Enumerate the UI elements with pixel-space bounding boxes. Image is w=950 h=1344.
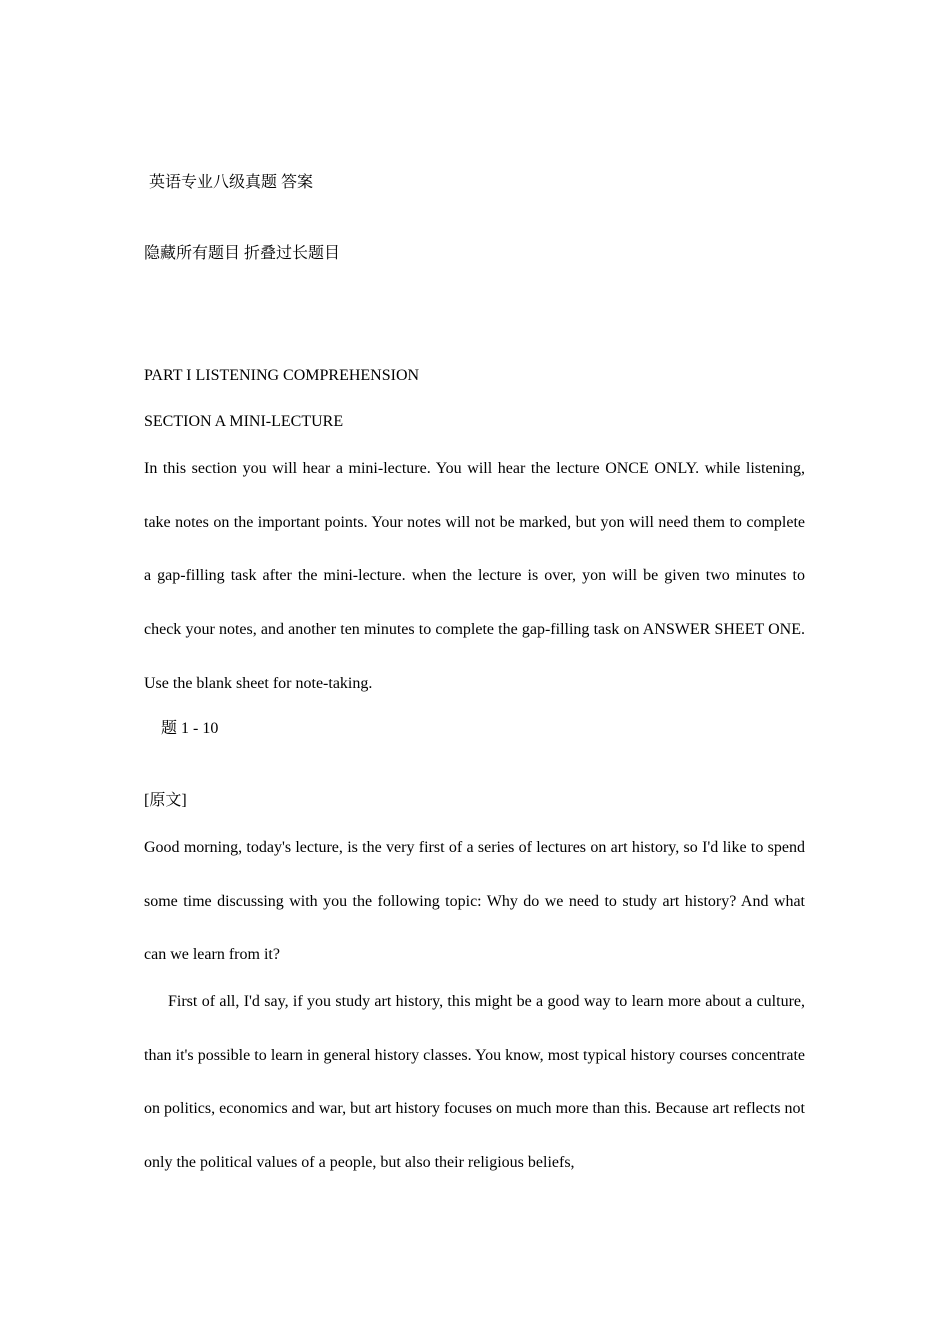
fold-long-questions-link[interactable]: 折叠过长题目 <box>244 245 341 262</box>
lecture-paragraph: Good morning, today's lecture, is the very first of a series of lectures on art history, so I'd like to spend some time discussing with you the following topic: Why do we need to study art history? And what can we learn from it? <box>144 839 805 964</box>
section-heading: SECTION A MINI-LECTURE <box>144 413 344 430</box>
lecture-paragraph: First of all, I'd say, if you study art history, this might be a good way to learn more about a culture, than it's possible to learn in general history classes. You know, most typical history courses concentrate on politics, economics and war, but art history focuses on much more than this. Because art reflects not only the political values of a people, but also their religious beliefs, <box>144 993 805 1172</box>
source-text-label: [原文] <box>144 792 187 809</box>
question-range-label: 题 1 - 10 <box>161 720 219 737</box>
question-toolbar <box>144 244 340 264</box>
section-instructions: In this section you will hear a mini-lecture. You will hear the lecture ONCE ONLY. while listening, take notes on the important points. Your notes will not be marked, but yon will need them to complete a gap-filling task after the mini-lecture. when the lecture is over, yon will be given two minutes to check your notes, and another ten minutes to complete the gap-filling task on ANSWER SHEET ONE. Use the blank sheet for note-taking. <box>144 460 805 692</box>
part-heading: PART I LISTENING COMPREHENSION <box>144 367 420 384</box>
hide-all-questions-link[interactable]: 隐藏所有题目 <box>144 245 241 262</box>
document-title: 英语专业八级真题 答案 <box>149 174 314 191</box>
